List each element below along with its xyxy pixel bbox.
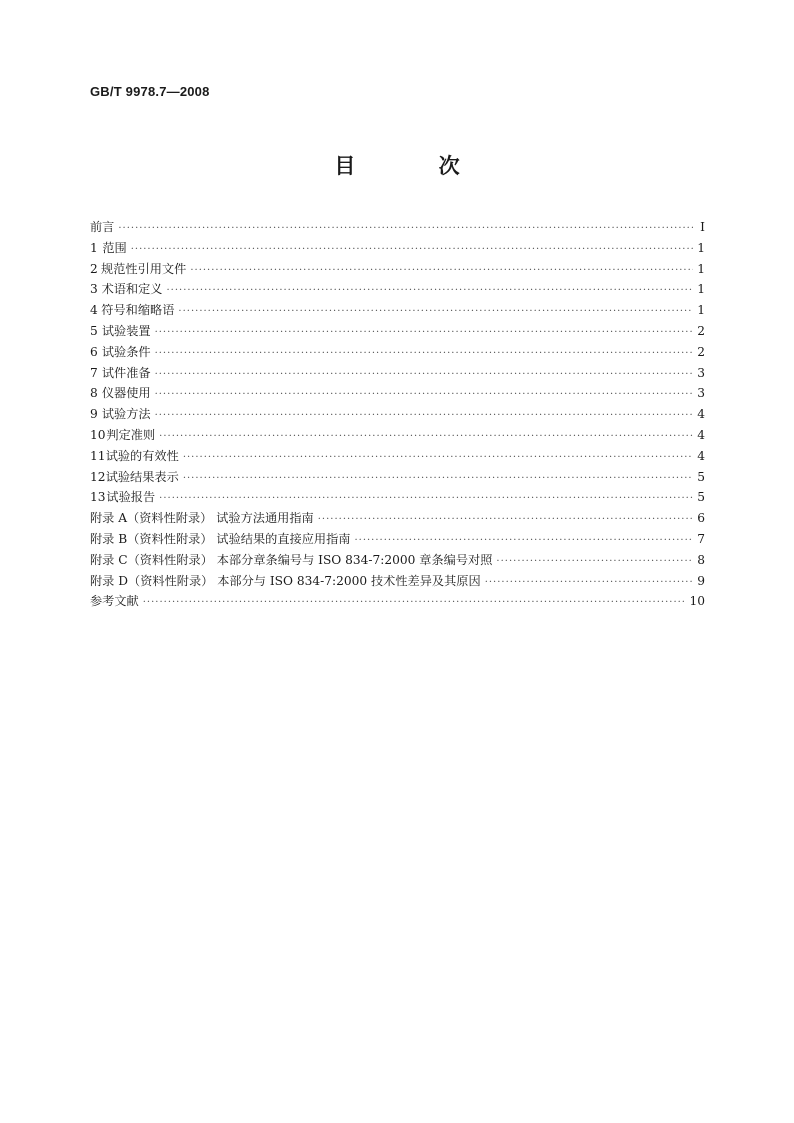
leader-dots — [354, 531, 693, 552]
leader-dots — [190, 261, 693, 282]
leader-dots — [159, 489, 693, 510]
toc-label: 范围 — [102, 240, 127, 255]
toc-label: 试验条件 — [101, 344, 151, 359]
toc-number: 4 — [90, 303, 98, 318]
toc-label: 仪器使用 — [101, 386, 151, 401]
toc-number: 12 — [90, 469, 106, 484]
toc-label: 附录 D（资料性附录） 本部分与 ISO 834-7:2000 技术性差异及其原因 — [90, 573, 481, 588]
leader-dots — [155, 385, 693, 406]
toc-number: 13 — [90, 490, 106, 505]
toc-label: 试件准备 — [101, 365, 151, 380]
toc-entry[interactable] — [90, 363, 705, 384]
toc-entry[interactable] — [90, 550, 705, 571]
leader-dots — [183, 448, 693, 469]
toc-label: 试验报告 — [106, 490, 156, 505]
leader-dots — [318, 510, 693, 531]
toc-page-number: 1 — [697, 303, 705, 318]
toc-page-number: 4 — [697, 407, 705, 422]
toc-number: 3 — [90, 282, 98, 297]
leader-dots — [183, 469, 693, 490]
toc-number: 9 — [90, 407, 98, 422]
toc-page-number: 5 — [697, 490, 705, 505]
toc-label: 试验装置 — [101, 323, 151, 338]
toc-page-number: 1 — [697, 240, 705, 255]
leader-dots — [118, 219, 693, 240]
leader-dots — [155, 365, 693, 386]
toc-entry[interactable] — [90, 529, 705, 550]
toc-page-number: 1 — [697, 261, 705, 276]
toc-page-number: 8 — [697, 552, 705, 567]
toc-label: 规范性引用文件 — [101, 261, 187, 276]
toc-entry[interactable] — [90, 571, 705, 592]
toc-entry[interactable] — [90, 259, 705, 280]
toc-entry[interactable] — [90, 342, 705, 363]
toc-entry[interactable] — [90, 404, 705, 425]
toc-entry[interactable] — [90, 425, 705, 446]
leader-dots — [131, 240, 693, 261]
leader-dots — [178, 302, 693, 323]
toc-page-number: 9 — [697, 573, 705, 588]
standard-code: GB/T 9978.7—2008 — [90, 84, 210, 99]
toc-entry[interactable] — [90, 321, 705, 342]
toc-entry[interactable] — [90, 487, 705, 508]
toc-page-number: 6 — [697, 511, 705, 526]
toc-label: 试验结果表示 — [105, 469, 179, 484]
toc-number: 7 — [90, 365, 98, 380]
toc-page-number: 2 — [697, 344, 705, 359]
toc-entry[interactable] — [90, 446, 705, 467]
leader-dots — [155, 406, 693, 427]
toc-label: 试验的有效性 — [105, 448, 179, 463]
toc-page-number: 4 — [697, 448, 705, 463]
leader-dots — [155, 323, 693, 344]
leader-dots — [496, 552, 693, 573]
toc-number: 1 — [90, 240, 98, 255]
toc-number: 5 — [90, 323, 98, 338]
toc-page-number: 1 — [697, 282, 705, 297]
toc-number: 6 — [90, 344, 98, 359]
toc-entry[interactable] — [90, 300, 705, 321]
toc-label: 术语和定义 — [101, 282, 163, 297]
toc-label: 附录 B（资料性附录） 试验结果的直接应用指南 — [90, 531, 351, 546]
toc-entry[interactable] — [90, 279, 705, 300]
toc-label: 前言 — [90, 220, 115, 234]
toc-entry[interactable] — [90, 467, 705, 488]
toc-page-number: 10 — [689, 594, 705, 609]
toc-label: 附录 A（资料性附录） 试验方法通用指南 — [90, 511, 314, 526]
toc-page-number: 2 — [697, 323, 705, 338]
toc-page-number: 4 — [697, 427, 705, 442]
toc-page-number: Ⅰ — [700, 220, 705, 234]
toc-number: 2 — [90, 261, 98, 276]
page-title: 目 次 — [334, 154, 498, 178]
leader-dots — [155, 344, 693, 365]
toc-label: 试验方法 — [101, 407, 151, 422]
toc-page-number: 7 — [697, 531, 705, 546]
toc-number: 10 — [90, 427, 106, 442]
toc-label: 附录 C（资料性附录） 本部分章条编号与 ISO 834-7:2000 章条编号对照 — [90, 552, 493, 567]
toc-number: 11 — [90, 448, 106, 463]
toc-entry[interactable] — [90, 508, 705, 529]
toc-page-number: 3 — [697, 365, 705, 380]
toc-entry[interactable] — [90, 383, 705, 404]
toc-entry[interactable] — [90, 217, 705, 238]
leader-dots — [167, 281, 694, 302]
toc-entry[interactable] — [90, 238, 705, 259]
toc-page-number: 3 — [697, 386, 705, 401]
toc-label: 参考文献 — [90, 594, 139, 609]
toc-label: 判定准则 — [106, 427, 156, 442]
toc-entry[interactable] — [90, 591, 705, 612]
leader-dots — [159, 427, 693, 448]
toc-page-number: 5 — [697, 469, 705, 484]
leader-dots — [143, 593, 686, 614]
toc-number: 8 — [90, 386, 98, 401]
leader-dots — [485, 573, 693, 594]
toc-label: 符号和缩略语 — [101, 303, 175, 318]
table-of-contents — [90, 217, 705, 612]
